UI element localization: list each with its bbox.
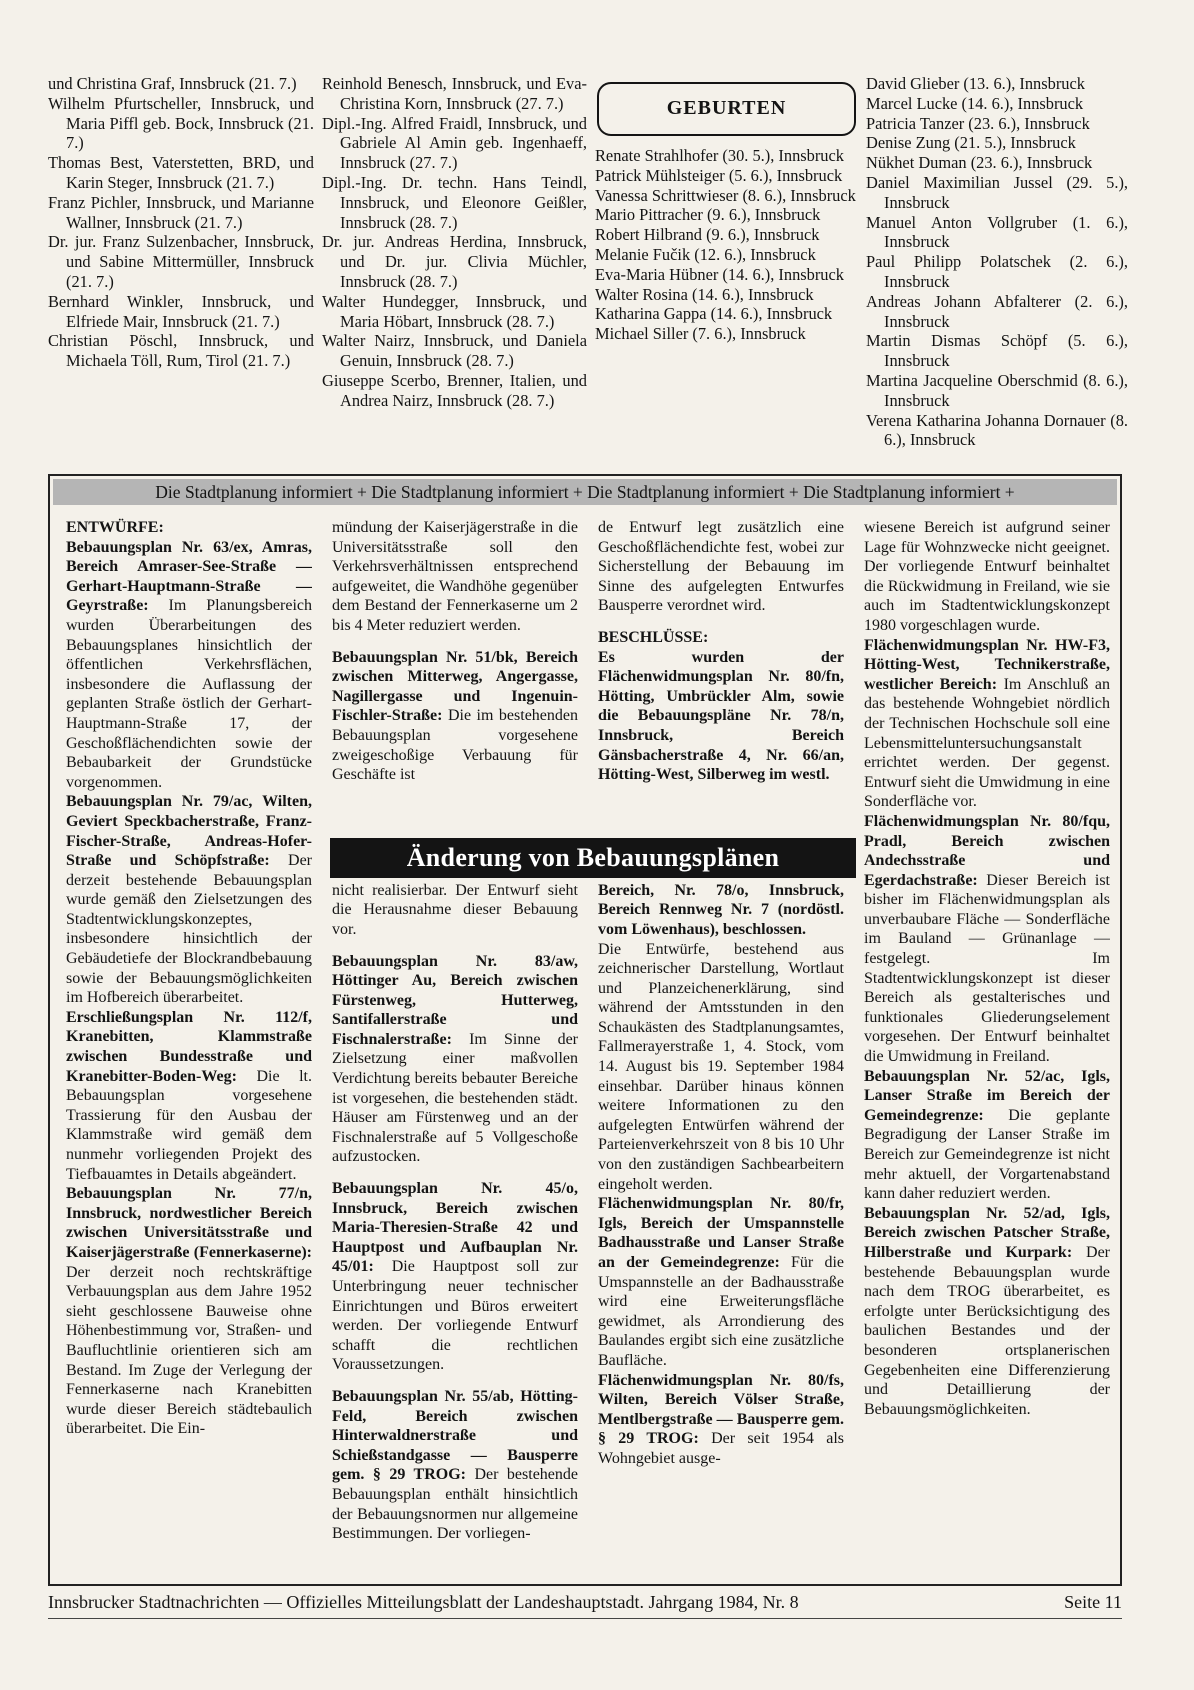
article-column-3 — [598, 518, 844, 1578]
paragraph-heading: Bebauungsplan Nr. 52/ad, Igls, Bereich zwischen Patscher Straße, Hilberstraße und Kurpark: — [864, 1204, 1110, 1261]
list-item: Nükhet Duman (23. 6.), Innsbruck — [866, 153, 1093, 173]
paragraph-text: Der seit 1954 als Wohngebiet ausge- — [598, 1430, 844, 1467]
paragraph — [598, 1371, 844, 1469]
list-item: Robert Hilbrand (9. 6.), Innsbruck — [595, 225, 820, 245]
paragraph-text: Im Planungsbereich wurden Überarbeitungen des Bebauungsplanes hinsichtlich der öffentlichen Verkehrsflächen, insbesondere die Auflassung der geplanten Straße östlich der Gerhart-Hauptmann-Straße 17, der Geschoßflächendichten sowie der Bebaubarkeit der Grundstücke vorgenommen. — [66, 597, 312, 791]
list-item: Mario Pittracher (9. 6.), Innsbruck — [595, 205, 821, 225]
paragraph-heading: Bereich, Nr. 78/o, Innsbruck, Bereich Rennweg Nr. 7 (nordöstl. vom Löwenhaus), beschlossen. — [598, 881, 844, 938]
paragraph-text: Die Hauptpost soll zur Unterbringung neuer technischer Einrichtungen und Büros erweitert werden. Der vorliegende Entwurf schafft die rechtlichen Voraussetzungen. — [332, 1258, 578, 1374]
list-item: Paul Philipp Polatschek (2. 6.), Innsbruck — [866, 252, 1128, 291]
paragraph-text: Der bestehende Bebauungsplan wurde nach dem TROG überarbeitet, es erfolgte unter Berücksichtigung des baulichen Bestandes und der besonderen ortsplanerischen Gegebenheiten eine Differenzierung und Detaillierung der Bebauungsmöglichkeiten. — [864, 1243, 1110, 1418]
list-item: Martin Dismas Schöpf (5. 6.), Innsbruck — [866, 331, 1128, 371]
list-item: Patrick Mühlsteiger (5. 6.), Innsbruck — [595, 165, 843, 185]
list-item: David Glieber (13. 6.), Innsbruck — [866, 74, 1085, 93]
top-column-3 — [595, 74, 858, 460]
paragraph-heading: Flächenwidmungsplan Nr. 80/fs, Wilten, Bereich Völser Straße, Mentlbergstraße — Bausperre gem. § 29 TROG: — [598, 1371, 844, 1448]
list-item: Walter Hundegger, Innsbruck, und Maria Höbart, Innsbruck (28. 7.) — [322, 291, 587, 331]
paragraph-text: Der bestehende Bebauungsplan enthält hinsichtlich der Bebauungsnormen nur allgemeine Bestimmungen. Der vorliegen- — [332, 1466, 578, 1543]
paragraph — [66, 518, 312, 538]
paragraph-heading: ENTWÜRFE: — [66, 519, 164, 536]
list-item: Verena Katharina Johanna Dornauer (8. 6.), Innsbruck — [866, 410, 1128, 450]
list-item: und Christina Graf, Innsbruck (21. 7.) — [48, 74, 297, 93]
paragraph-heading: Bebauungsplan Nr. 51/bk, Bereich zwischen Mitterweg, Angergasse, Nagillergasse und Ingenuin-Fischler-Straße: — [332, 648, 578, 725]
paragraph — [332, 1387, 578, 1544]
paragraph — [598, 940, 844, 1195]
paragraph-text: Der derzeit bestehende Bebauungsplan wurde gemäß den Zielsetzungen des Stadtentwicklungskonzeptes, insbesondere hinsichtlich der Gebäudetiefe der Blockrandbebauung sowie der Bebauungsmöglichkeiten im Hofbereich überarbeitet. — [66, 852, 312, 1007]
list-item: Patricia Tanzer (23. 6.), Innsbruck — [866, 113, 1090, 133]
paragraph-text: wiesene Bereich ist aufgrund seiner Lage für Wohnzwecke nicht geeignet. Der vorliegende Entwurf beinhaltet die Rückwidmung in Freiland, wie sie auch im Stadtentwicklungskonzept 1980 vorgeschlagen wurde. — [864, 519, 1110, 634]
list-item: Giuseppe Scerbo, Brenner, Italien, und Andrea Nairz, Innsbruck (28. 7.) — [322, 370, 587, 410]
paragraph — [598, 648, 844, 785]
list-item: Denise Zung (21. 5.), Innsbruck — [866, 133, 1076, 153]
paragraph — [598, 628, 844, 648]
paragraph-heading: Bebauungsplan Nr. 77/n, Innsbruck, nordwestlicher Bereich zwischen Universitätsstraße und Kaiserjägerstraße (Fennerkaserne): — [66, 1185, 312, 1261]
paragraph-text: Dieser Bereich ist bisher im Flächenwidmungsplan als unverbaubare Fläche — Sonderfläche im Bauland — Grünanlage — festgelegt. Im Stadtentwicklungskonzept ist dieser Bereich als gestalterisches und funktionales Gliederungselement vorgesehen. Der Entwurf beinhaltet die Umwidmung in Freiland. — [864, 871, 1110, 1066]
list-item: Thomas Best, Vaterstetten, BRD, und Karin Steger, Innsbruck (21. 7.) — [48, 153, 314, 192]
paragraph-text: Die im bestehenden Bebauungsplan vorgesehene zweigeschoßige Verbauung für Geschäfte ist — [332, 707, 578, 784]
paragraph — [332, 1179, 578, 1375]
footer-rule — [48, 1618, 1122, 1619]
list-item: Marcel Lucke (14. 6.), Innsbruck — [866, 93, 1084, 113]
top-column-1 — [48, 74, 314, 460]
top-column-2 — [322, 74, 587, 460]
paragraph-text: mündung der Kaiserjägerstraße in die Universitätsstraße soll den Verkehrsverhältnissen entsprechend aufgeweitet, die Wandhöhe gegenüber dem Bestand der Fennerkaserne um 2 bis 4 Meter reduziert werden. — [332, 519, 578, 634]
paragraph — [864, 636, 1110, 812]
paragraph-heading: Flächenwidmungsplan Nr. 80/fr, Igls, Bereich der Umspannstelle Badhausstraße und Lanser Straße an der Gemeindegrenze: — [598, 1195, 844, 1271]
list-item: Manuel Anton Vollgruber (1. 6.), Innsbruck — [866, 212, 1128, 252]
spacer — [332, 1167, 578, 1179]
paragraph — [332, 648, 578, 785]
list-item: Martina Jacqueline Oberschmid (8. 6.), Innsbruck — [866, 370, 1128, 410]
paragraph-text: Die geplante Begradigung der Lanser Straße im Bereich zur Gemeindegrenze ist nicht mehr aktuell, der Vorgartenabstand kann daher reduziert werden. — [864, 1106, 1110, 1203]
spacer — [332, 636, 578, 648]
paragraph-heading: Erschließungsplan Nr. 112/f, Kranebitten, Klammstraße zwischen Bundesstraße und Kranebitter-Boden-Weg: — [66, 1008, 312, 1085]
article-column-1 — [66, 518, 312, 1578]
paragraph — [332, 952, 578, 1168]
paragraph-text: Die lt. Bebauungsplan vorgesehene Trassierung für den Ausbau der Klammstraße wird gemäß dem nunmehr vorliegenden Projekt des Tiefbauamtes in Details abgeändert. — [66, 1067, 312, 1183]
paragraph-text: Für die Umspannstelle an der Badhausstraße wird eine Erweiterungsfläche gewidmet, als Arrondierung des Baulandes ergibt sich eine zusätzliche Baufläche. — [598, 1254, 844, 1369]
paragraph — [864, 812, 1110, 1067]
top-section — [48, 74, 1128, 460]
paragraph-text: Die Entwürfe, bestehend aus zeichnerischer Darstellung, Wortlaut und Planzeichenerklärung, sind während der Amtsstunden in den Schaukästen des Stadtplanungsamtes, Fallmerayerstraße 1, 4. Stock, vom 14. August bis 19. September 1984 einsehbar. Darüber hinaus können weitere Informationen zu den aufgelegten Entwürfen während der Parteienverkehrszeit von 8 bis 10 Uhr von den zuständigen Sachbearbeitern eingeholt werden. — [598, 940, 844, 1193]
spacer — [598, 616, 844, 628]
list-item: Walter Rosina (14. 6.), Innsbruck — [595, 284, 814, 304]
paragraph-heading: Bebauungsplan Nr. 79/ac, Wilten, Geviert Speckbacherstraße, Franz-Fischer-Straße, Andreas-Hofer-Straße und Schöpfstraße: — [66, 793, 312, 870]
paragraph-heading: Flächenwidmungsplan Nr. 80/fqu, Pradl, Bereich zwischen Andechsstraße und Egerdachstraße: — [864, 812, 1110, 889]
list-item: Melanie Fučik (12. 6.), Innsbruck — [595, 244, 816, 264]
page-footer — [48, 1592, 1122, 1613]
stadtplanung-box — [48, 474, 1122, 1586]
list-item: Eva-Maria Hübner (14. 6.), Innsbruck — [595, 264, 844, 284]
paragraph — [66, 1184, 312, 1439]
list-item: Dipl.-Ing. Dr. techn. Hans Teindl, Innsbruck, und Eleonore Geißler, Innsbruck (28. 7.) — [322, 172, 587, 232]
list-item: Christian Pöschl, Innsbruck, und Michaela Töll, Rum, Tirol (21. 7.) — [48, 331, 314, 371]
list-item: Bernhard Winkler, Innsbruck, und Elfriede Mair, Innsbruck (21. 7.) — [48, 291, 314, 331]
paragraph-heading: Bebauungsplan Nr. 55/ab, Hötting-Feld, Bereich zwischen Hinterwaldnerstraße und Schießstandgasse — Bausperre gem. § 29 TROG: — [332, 1387, 578, 1484]
list-item: Reinhold Benesch, Innsbruck, und Eva-Christina Korn, Innsbruck (27. 7.) — [322, 74, 587, 113]
paragraph-text: nicht realisierbar. Der Entwurf sieht die Herausnahme dieser Bebauung vor. — [332, 881, 578, 938]
list-item: Daniel Maximilian Jussel (29. 5.), Innsbruck — [866, 172, 1128, 212]
paragraph-text: Der derzeit noch rechtskräftige Verbauungsplan aus dem Jahre 1952 sieht geschlossene Bauweise ohne Höhenbestimmung vor, Straßen- und Baufluchtlinie orientieren sich am Bestand. Im Zuge der Verlegung der Fennerkaserne nach Kranebitten wurde dieser Bereich städtebaulich überarbeitet. Die Ein- — [66, 1263, 312, 1438]
paragraph-heading: Bebauungsplan Nr. 45/o, Innsbruck, Bereich zwischen Maria-Theresien-Straße 42 und Hauptpost und Aufbauplan Nr. 45/01: — [332, 1180, 578, 1276]
paragraph — [864, 1067, 1110, 1204]
paragraph — [332, 881, 578, 940]
paragraph — [66, 1008, 312, 1184]
paragraph — [598, 1194, 844, 1370]
paragraph — [598, 518, 844, 616]
article-headline: Änderung von Bebauungsplänen — [330, 838, 856, 878]
article-grid — [66, 518, 1110, 1578]
list-item: Franz Pichler, Innsbruck, und Marianne Wallner, Innsbruck (21. 7.) — [48, 192, 314, 232]
list-item: Katharina Gappa (14. 6.), Innsbruck — [595, 304, 833, 324]
list-item: Vanessa Schrittwieser (8. 6.), Innsbruck — [595, 185, 856, 205]
list-item: Wilhelm Pfurtscheller, Innsbruck, und Maria Piffl geb. Bock, Innsbruck (21. 7.) — [48, 93, 314, 153]
paragraph-text: de Entwurf legt zusätzlich eine Geschoßflächendichte fest, wobei zur Sicherstellung der Bebauung im Sinne des aufgelegten Entwurfes Bausperre verordnet wird. — [598, 519, 844, 615]
publication-line: Innsbrucker Stadtnachrichten — Offizielles Mitteilungsblatt der Landeshauptstadt. Jahrgang 1984, Nr. 8 — [48, 1592, 799, 1612]
list-item: Dr. jur. Franz Sulzenbacher, Innsbruck, und Sabine Mittermüller, Innsbruck (21. 7.) — [48, 232, 314, 291]
paragraph-heading: Bebauungsplan Nr. 63/ex, Amras, Bereich Amraser-See-Straße — Gerhart-Hauptmann-Straße — Geyrstraße: — [66, 538, 312, 615]
paragraph-heading: Bebauungsplan Nr. 83/aw, Höttinger Au, Bereich zwischen Fürstenweg, Hutterweg, Santifallerstraße und Fischnalerstraße: — [332, 952, 578, 1048]
spacer — [332, 1375, 578, 1387]
paragraph-text: Im Sinne der Zielsetzung einer maßvollen Verdichtung bereits bebauter Bereiche ist vorgesehen, die bestehenden städt. Häuser am Fürstenweg und an der Fischnalerstraße auf 5 Vollgeschoße aufzustocken. — [332, 1030, 578, 1166]
paragraph — [66, 538, 312, 793]
section-title-geburten: GEBURTEN — [597, 82, 856, 136]
list-item: Walter Nairz, Innsbruck, und Daniela Genuin, Innsbruck (28. 7.) — [322, 331, 587, 371]
list-item: Dipl.-Ing. Alfred Fraidl, Innsbruck, und Gabriele Al Amin geb. Ingenhaeff, Innsbruck (27. 7.) — [322, 113, 587, 173]
article-column-4 — [864, 518, 1110, 1578]
paragraph-heading: Bebauungsplan Nr. 52/ac, Igls, Lanser Straße im Bereich der Gemeindegrenze: — [864, 1067, 1110, 1124]
paragraph — [66, 792, 312, 1008]
page-number: Seite 11 — [1064, 1592, 1122, 1612]
paragraph-heading: Es wurden der Flächenwidmungsplan Nr. 80/fn, Hötting, Umbrückler Alm, sowie die Bebauungspläne Nr. 78/n, Innsbruck, Bereich Gänsbacherstraße 4, Nr. 66/an, Hötting-West, Silberweg im westl. — [598, 648, 844, 784]
top-column-4 — [866, 74, 1128, 460]
article-column-2 — [332, 518, 578, 1578]
paragraph-heading: Flächenwidmungsplan Nr. HW-F3, Hötting-West, Technikerstraße, westlicher Bereich: — [864, 636, 1110, 693]
spacer — [332, 940, 578, 952]
stadtplanung-banner: Die Stadtplanung informiert + Die Stadtplanung informiert + Die Stadtplanung informiert + Die Stadtplanung informiert + — [53, 479, 1117, 505]
paragraph-text: Im Anschluß an das bestehende Wohngebiet nördlich der Technischen Hochschule soll eine Lebensmitteluntersuchungsanstalt errichtet werden. Der gegenst. Entwurf sieht die Umwidmung in eine Sonderfläche vor. — [864, 675, 1110, 811]
list-item: Renate Strahlhofer (30. 5.), Innsbruck — [595, 146, 844, 165]
list-item: Michael Siller (7. 6.), Innsbruck — [595, 324, 806, 344]
paragraph — [598, 881, 844, 940]
paragraph — [332, 518, 578, 636]
paragraph — [864, 1204, 1110, 1420]
list-item: Dr. jur. Andreas Herdina, Innsbruck, und Dr. jur. Clivia Müchler, Innsbruck (28. 7.) — [322, 232, 587, 291]
paragraph — [864, 518, 1110, 636]
paragraph-heading: BESCHLÜSSE: — [598, 628, 709, 646]
list-item: Andreas Johann Abfalterer (2. 6.), Innsbruck — [866, 291, 1128, 331]
